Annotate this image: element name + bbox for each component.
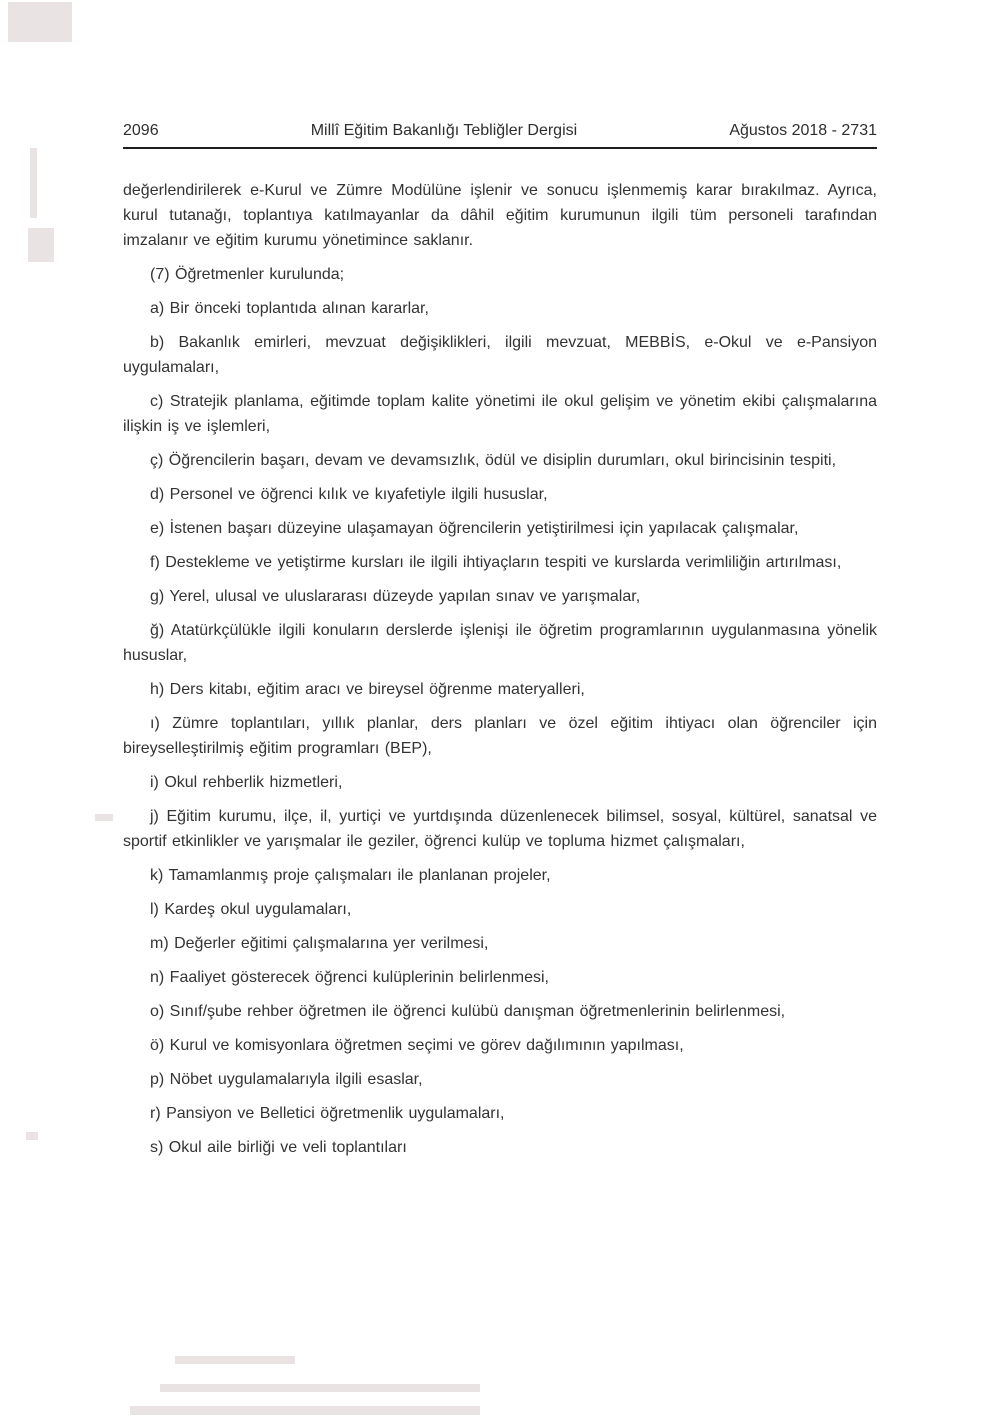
issue-date: Ağustos 2018 - 2731 [729, 122, 877, 139]
list-item-p: p) Nöbet uygulamalarıyla ilgili esaslar, [150, 1071, 423, 1088]
list-item-g: g) Yerel, ulusal ve uluslararası düzeyde yapılan sınav ve yarışmalar, [150, 588, 641, 605]
scan-artifact [160, 1384, 480, 1392]
list-item-c-cedilla: ç) Öğrencilerin başarı, devam ve devamsızlık, ödül ve disiplin durumları, okul birincisinin tespiti, [150, 452, 837, 469]
list-item-g-breve: ğ) Atatürkçülükle ilgili konuların derslerde işlenişi ile öğretim programlarının uygulanmasına yönelik hususlar, [123, 622, 877, 664]
list-item-m: m) Değerler eğitimi çalışmalarına yer verilmesi, [150, 935, 489, 952]
list-item-f: f) Destekleme ve yetiştirme kursları ile ilgili ihtiyaçların tespiti ve kurslarda verimliliğin artırılması, [150, 554, 842, 571]
scan-artifact [28, 228, 54, 262]
list-item-s: s) Okul aile birliği ve veli toplantıları [150, 1139, 407, 1156]
page-header [123, 121, 877, 141]
list-item-e: e) İstenen başarı düzeyine ulaşamayan öğrencilerin yetiştirilmesi için yapılacak çalışmalar, [150, 520, 799, 537]
list-item-n: n) Faaliyet gösterecek öğrenci kulüplerinin belirlenmesi, [150, 969, 549, 986]
list-item-h: h) Ders kitabı, eğitim aracı ve bireysel öğrenme materyalleri, [150, 681, 585, 698]
scan-artifact [8, 2, 72, 42]
list-item-d: d) Personel ve öğrenci kılık ve kıyafetiyle ilgili hususlar, [150, 486, 548, 503]
scan-artifact [30, 148, 37, 218]
list-item-a: a) Bir önceki toplantıda alınan kararlar, [150, 300, 429, 317]
page-content [123, 121, 877, 1160]
journal-title: Millî Eğitim Bakanlığı Tebliğler Dergisi [310, 122, 578, 139]
header-rule [123, 147, 877, 149]
page-number: 2096 [123, 122, 159, 139]
list-item-l: l) Kardeş okul uygulamaları, [150, 901, 352, 918]
list-item-o: o) Sınıf/şube rehber öğretmen ile öğrenci kulübü danışman öğretmenlerinin belirlenmesi, [150, 1003, 786, 1020]
list-item-i: i) Okul rehberlik hizmetleri, [150, 774, 343, 791]
list-item-o-umlaut: ö) Kurul ve komisyonlara öğretmen seçimi ve görev dağılımının yapılması, [150, 1037, 684, 1054]
list-item-r: r) Pansiyon ve Belletici öğretmenlik uygulamaları, [150, 1105, 505, 1122]
list-item-k: k) Tamamlanmış proje çalışmaları ile planlanan projeler, [150, 867, 551, 884]
list-item-j: j) Eğitim kurumu, ilçe, il, yurtiçi ve yurtdışında düzenlenecek bilimsel, sosyal, kültürel, sanatsal ve sportif etkinlikler ve yarışmalar ile geziler, öğrenci kulüp ve topluma hizmet çalışmaları, [123, 808, 877, 850]
para-clause-7-intro: (7) Öğretmenler kurulunda; [150, 266, 345, 283]
scan-artifact [95, 814, 113, 821]
scan-artifact [130, 1406, 480, 1415]
list-item-i-dotless: ı) Zümre toplantıları, yıllık planlar, ders planları ve özel eğitim ihtiyacı olan öğrenciler için bireyselleştirilmiş eğitim programları (BEP), [123, 715, 877, 757]
para-continuation: değerlendirilerek e-Kurul ve Zümre Modülüne işlenir ve sonucu işlenmemiş karar bırakılmaz. Ayrıca, kurul tutanağı, toplantıya katılmayanlar da dâhil eğitim kurumunun ilgili tüm personeli tarafından imzalanır ve eğitim kurumu yönetimince saklanır. [123, 182, 877, 249]
scan-artifact [175, 1356, 295, 1364]
scan-artifact [26, 1132, 38, 1140]
list-item-c: c) Stratejik planlama, eğitimde toplam kalite yönetimi ile okul gelişim ve yönetim ekibi çalışmalarına ilişkin iş ve işlemleri, [123, 393, 877, 435]
document-body [123, 178, 877, 1160]
list-item-b: b) Bakanlık emirleri, mevzuat değişiklikleri, ilgili mevzuat, MEBBİS, e-Okul ve e-Pansiyon uygulamaları, [123, 334, 877, 376]
